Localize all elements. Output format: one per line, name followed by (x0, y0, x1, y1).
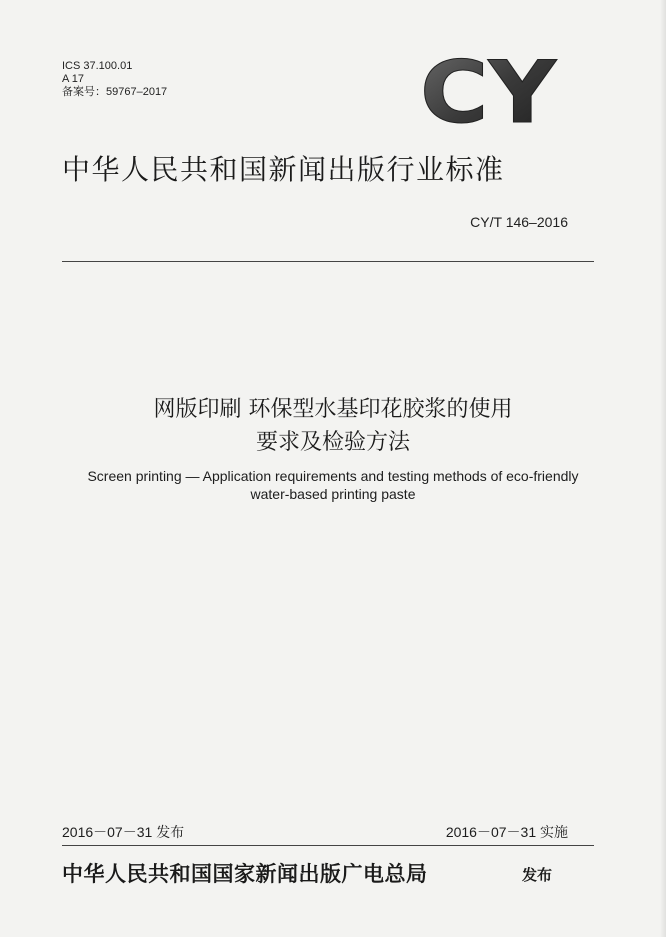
standard-number: CY/T 146–2016 (470, 214, 568, 230)
classification-block (62, 60, 167, 99)
effective-date-block (446, 822, 568, 842)
standard-category-title: 中华人民共和国新闻出版行业标准 (62, 153, 505, 186)
issue-date-block (62, 822, 184, 842)
bottom-divider (62, 845, 594, 846)
effective-date-label: 实施 (540, 825, 568, 841)
issue-date-label: 发布 (156, 825, 185, 841)
issuing-authority: 中华人民共和国国家新闻出版广电总局 (62, 862, 428, 886)
cy-logo-text: CY (420, 56, 558, 128)
english-title-line-2: water-based printing paste (250, 486, 416, 502)
cy-logo (420, 56, 558, 128)
top-divider (62, 261, 594, 262)
issue-date: 2016－07－31 (62, 824, 153, 840)
effective-date: 2016－07－31 (445, 824, 537, 840)
record-number: 备案号：59767–2017 (62, 86, 168, 98)
page-edge-shadow (660, 0, 666, 937)
issuing-action: 发布 (522, 866, 553, 884)
english-title-line-1: Screen printing — Application requirements and testing methods of eco-friendly (87, 468, 579, 484)
ccs-code: A 17 (62, 73, 85, 85)
ics-code: ICS 37.100.01 (62, 60, 133, 72)
chinese-title-line-1: 网版印刷 环保型水基印花胶浆的使用 (153, 397, 513, 422)
chinese-title-line-2: 要求及检验方法 (255, 430, 410, 455)
